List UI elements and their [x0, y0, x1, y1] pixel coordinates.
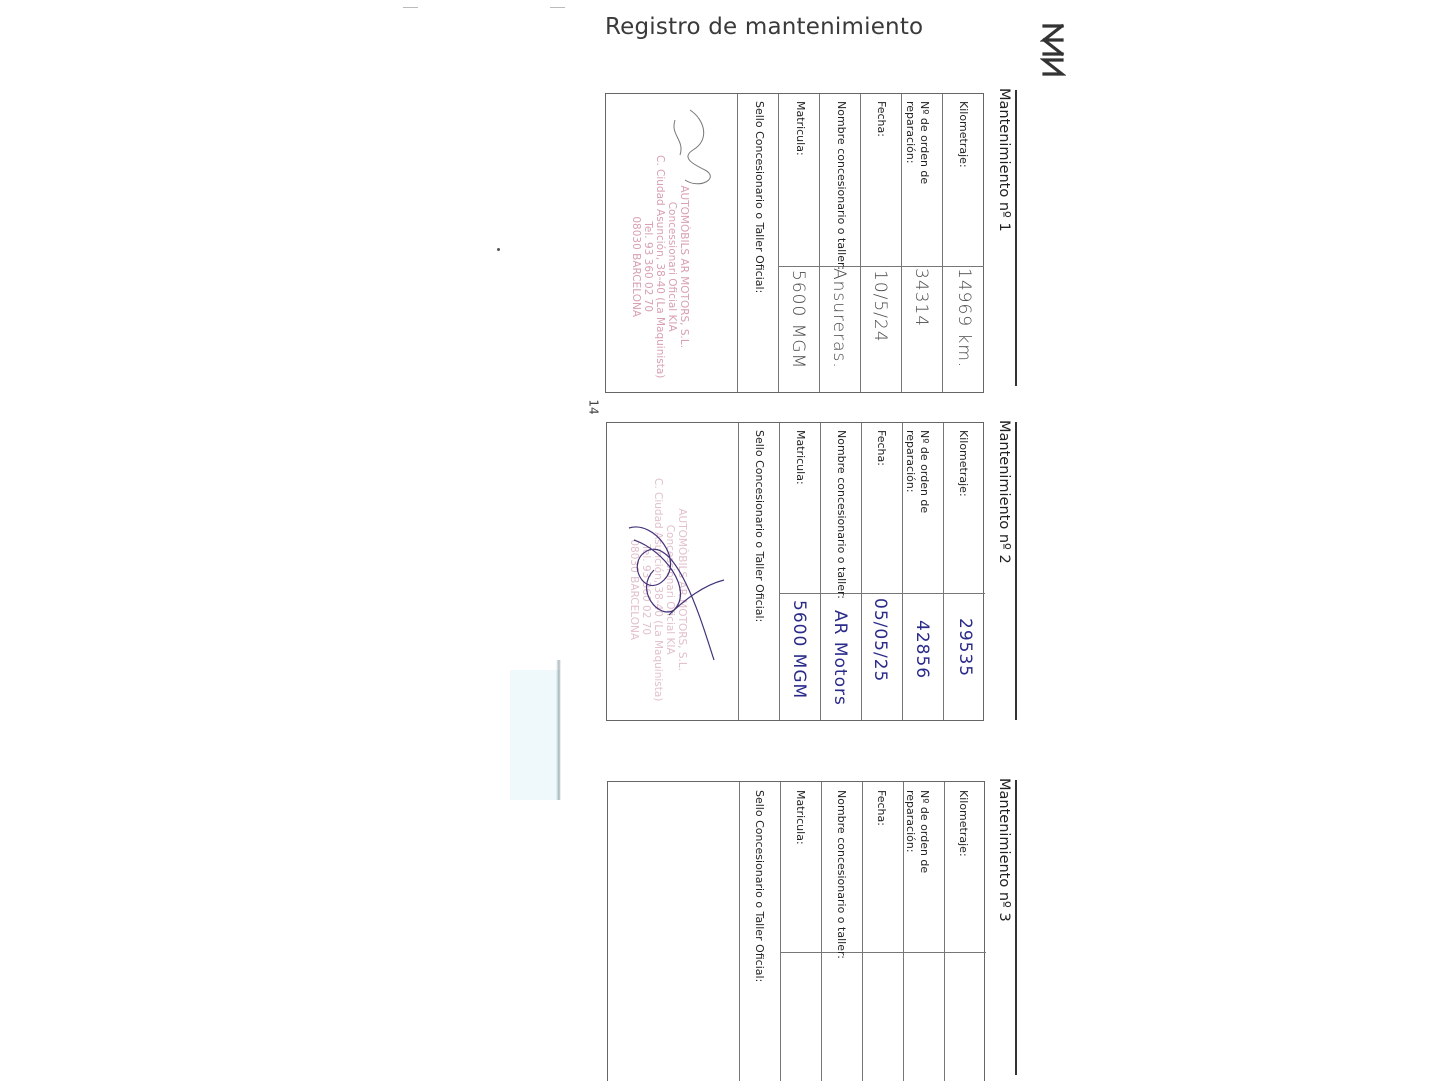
heading-rule: [1015, 90, 1017, 386]
kia-logo-icon: [1040, 20, 1066, 80]
scan-mark: [403, 7, 418, 8]
label-sello: Sello Concesionario o Taller Oficial:: [753, 430, 766, 623]
value-nombre: AR Motors: [830, 610, 850, 706]
label-matricula: Matricula:: [794, 430, 807, 485]
label-fecha: Fecha:: [875, 430, 888, 466]
value-nombre: Ansureras.: [829, 268, 849, 369]
label-orden-2: reparación:: [904, 790, 917, 853]
page-title: Registro de mantenimiento: [605, 14, 924, 40]
label-orden-2: reparación:: [904, 101, 917, 164]
value-matricula: 5600 MGM: [789, 600, 809, 700]
scan-shadow: [556, 660, 561, 800]
label-nombre: Nombre concesionario o taller:: [835, 430, 848, 599]
label-fecha: Fecha:: [875, 790, 888, 826]
heading-rule: [1015, 780, 1017, 1075]
label-sello: Sello Concesionario o Taller Oficial:: [753, 101, 766, 294]
record-heading: Mantenimiento nº 2: [996, 420, 1012, 564]
value-orden: 34314: [911, 268, 931, 328]
label-nombre: Nombre concesionario o taller:: [835, 790, 848, 959]
label-sello: Sello Concesionario o Taller Oficial:: [753, 790, 766, 983]
value-fecha: 05/05/25: [870, 598, 890, 683]
value-fecha: 10/5/24: [870, 270, 890, 343]
value-matricula: 5600 MGM: [788, 270, 808, 370]
scan-speck: [497, 248, 500, 251]
label-kilometraje: Kilometraje:: [957, 430, 970, 497]
value-kilometraje: 29535: [955, 618, 975, 678]
label-orden: Nº de orden de: [918, 430, 931, 514]
record-heading: Mantenimiento nº 3: [996, 778, 1012, 922]
label-orden: Nº de orden de: [918, 790, 931, 874]
signature: [665, 110, 725, 200]
page-number: 14: [586, 399, 601, 415]
value-orden: 42856: [912, 620, 932, 680]
record-heading: Mantenimiento nº 1: [996, 88, 1012, 232]
label-kilometraje: Kilometraje:: [957, 101, 970, 168]
label-orden-2: reparación:: [904, 430, 917, 493]
scan-shadow: [510, 670, 560, 800]
label-fecha: Fecha:: [875, 101, 888, 137]
label-nombre: Nombre concesionario o taller:: [835, 101, 848, 270]
label-matricula: Matricula:: [794, 101, 807, 156]
value-kilometraje: 14969 km.: [954, 268, 974, 369]
label-matricula: Matricula:: [794, 790, 807, 845]
dealer-stamp: AUTOMÒBILS AR MOTORS, S.L. Concessionari Oficial KIA C. Ciudad Asunción, 38-40 (La Maquinista) Tel. 93 360 02 70 08030 BARCELONA: [630, 155, 690, 379]
label-orden: Nº de orden de: [918, 101, 931, 185]
heading-rule: [1015, 422, 1017, 720]
scan-mark: [550, 7, 565, 8]
signature: [624, 520, 734, 670]
label-kilometraje: Kilometraje:: [957, 790, 970, 857]
dealer-stamp: AUTOMÒBILS AR MOTORS, S.L. Concessionari Oficial KIA C. Ciudad Asunción, 38-40 (La Maquinista) Tel. 93 360 02 70 08030 BARCELONA: [628, 478, 688, 702]
